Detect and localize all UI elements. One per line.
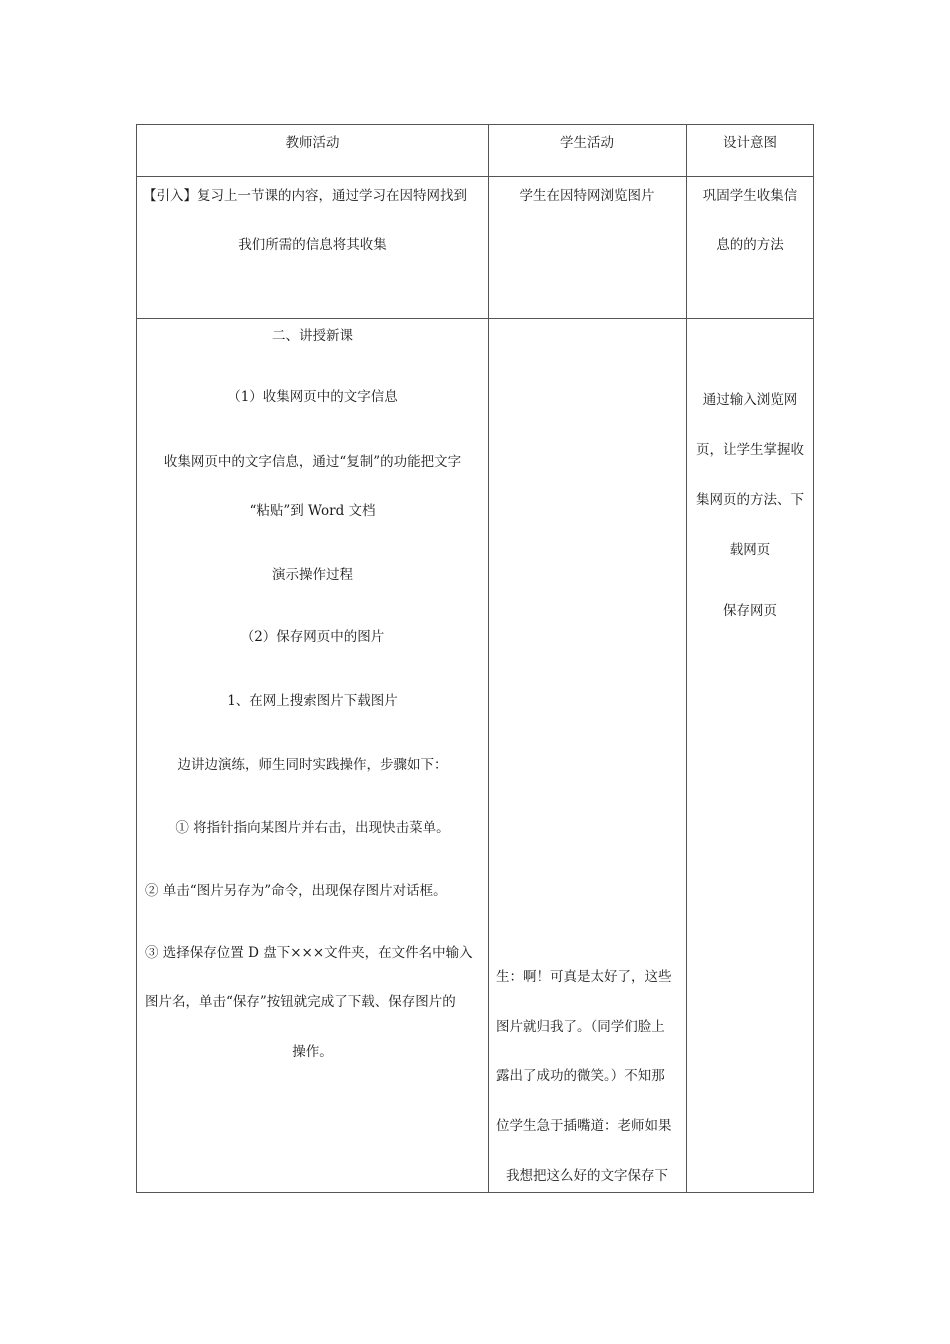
row2-design-line: 通过输入浏览网 (702, 392, 798, 408)
row2-teacher-line: 边讲边演练，师生同时实践操作，步骤如下： (177, 757, 448, 773)
row2-teacher-line: 1、在网上搜索图片下载图片 (227, 693, 398, 709)
row2-student-line: 露出了成功的微笑。）不知那 (496, 1068, 665, 1084)
row2-teacher-line: 演示操作过程 (272, 567, 353, 583)
row2-student-line: 位学生急于插嘴道：老师如果 (496, 1118, 672, 1134)
column-divider (686, 125, 687, 1192)
row1-student-line: 学生在因特网浏览图片 (519, 188, 655, 204)
row2-design-line: 集网页的方法、下 (696, 492, 804, 508)
row2-teacher-line: ① 将指针指向某图片并右击，出现快击菜单。 (175, 820, 450, 836)
row1-teacher-line: 我们所需的信息将其收集 (238, 237, 387, 253)
column-divider (488, 125, 489, 1192)
row2-teacher-line: 二、讲授新课 (272, 328, 353, 344)
lesson-plan-table (136, 124, 814, 1193)
row2-student-line: 生：啊！可真是太好了，这些 (496, 969, 672, 985)
header-design-intent: 设计意图 (723, 135, 777, 151)
row2-student-line: 图片就归我了。（同学们脸上 (496, 1019, 665, 1035)
header-teacher-activity: 教师活动 (285, 135, 340, 151)
row2-teacher-line: 收集网页中的文字信息，通过“复制”的功能把文字 (163, 454, 462, 470)
row-divider (137, 318, 813, 319)
row2-design-line: 保存网页 (723, 603, 777, 619)
row2-teacher-line: 操作。 (292, 1044, 333, 1060)
row1-design-line: 巩固学生收集信 (702, 188, 798, 204)
row2-teacher-line: ② 单击“图片另存为”命令，出现保存图片对话框。 (145, 883, 447, 899)
row1-teacher-line: 【引入】复习上一节课的内容，通过学习在因特网找到 (143, 188, 467, 204)
row2-teacher-line: （2）保存网页中的图片 (240, 629, 385, 645)
row2-teacher-line: 图片名，单击“保存”按钮就完成了下载、保存图片的 (145, 994, 456, 1010)
row2-student-line: 我想把这么好的文字保存下 (506, 1168, 668, 1184)
header-student-activity: 学生活动 (560, 135, 614, 151)
row2-teacher-line: （1）收集网页中的文字信息 (227, 389, 398, 405)
row2-teacher-line: “粘贴”到 Word 文档 (249, 503, 376, 519)
row-divider (137, 176, 813, 177)
row1-design-line: 息的的方法 (716, 237, 784, 253)
row2-design-line: 页，让学生掌握收 (696, 442, 804, 458)
row2-teacher-line: ③ 选择保存位置 D 盘下×××文件夹，在文件名中输入 (145, 945, 473, 961)
row2-design-line: 载网页 (729, 542, 771, 558)
